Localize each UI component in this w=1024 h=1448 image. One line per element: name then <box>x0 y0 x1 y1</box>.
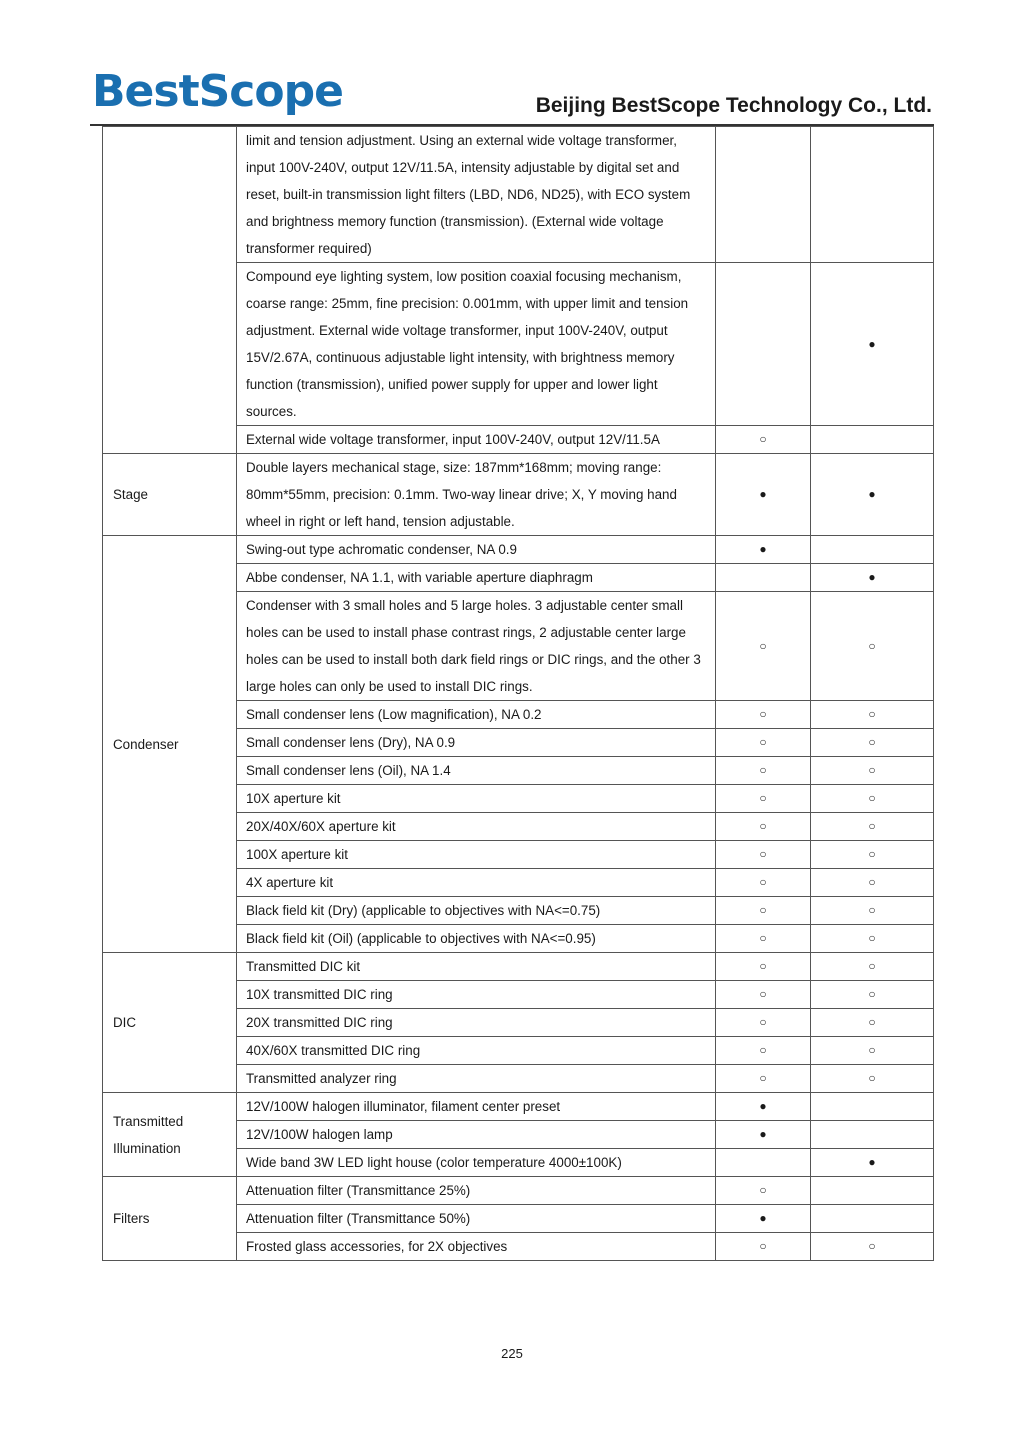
description-cell: 20X/40X/60X aperture kit <box>237 813 716 841</box>
model-a-mark: ○ <box>716 592 811 701</box>
model-a-mark <box>716 127 811 263</box>
description-cell: 4X aperture kit <box>237 869 716 897</box>
model-b-mark: ○ <box>811 841 934 869</box>
company-logo: BestScope <box>92 66 343 117</box>
model-a-mark: ○ <box>716 729 811 757</box>
table-row <box>103 127 934 263</box>
description-cell: Small condenser lens (Oil), NA 1.4 <box>237 757 716 785</box>
description-cell: Abbe condenser, NA 1.1, with variable aperture diaphragm <box>237 564 716 592</box>
model-b-mark: ○ <box>811 729 934 757</box>
model-a-mark: ○ <box>716 1009 811 1037</box>
table-row <box>103 1177 934 1205</box>
description-cell: Transmitted analyzer ring <box>237 1065 716 1093</box>
description-cell: 10X aperture kit <box>237 785 716 813</box>
specification-table-body <box>103 127 934 1261</box>
table-row <box>103 1093 934 1121</box>
description-cell: Transmitted DIC kit <box>237 953 716 981</box>
table-row <box>103 536 934 564</box>
model-a-mark: ● <box>716 1205 811 1233</box>
model-a-mark: ○ <box>716 701 811 729</box>
table-row <box>103 953 934 981</box>
description-cell: Small condenser lens (Low magnification), NA 0.2 <box>237 701 716 729</box>
model-a-mark: ○ <box>716 426 811 454</box>
model-a-mark: ● <box>716 1121 811 1149</box>
model-a-mark: ○ <box>716 813 811 841</box>
category-cell <box>103 127 237 454</box>
model-b-mark: ○ <box>811 897 934 925</box>
description-cell: 12V/100W halogen illuminator, filament center preset <box>237 1093 716 1121</box>
description-cell: Black field kit (Oil) (applicable to objectives with NA<=0.95) <box>237 925 716 953</box>
model-a-mark: ○ <box>716 841 811 869</box>
model-b-mark: ○ <box>811 1065 934 1093</box>
model-b-mark: ○ <box>811 953 934 981</box>
model-a-mark: ● <box>716 1093 811 1121</box>
model-b-mark: ● <box>811 1149 934 1177</box>
model-b-mark: ○ <box>811 785 934 813</box>
model-a-mark: ○ <box>716 953 811 981</box>
description-cell: Black field kit (Dry) (applicable to objectives with NA<=0.75) <box>237 897 716 925</box>
model-b-mark: ● <box>811 564 934 592</box>
model-b-mark: ○ <box>811 701 934 729</box>
description-cell: 40X/60X transmitted DIC ring <box>237 1037 716 1065</box>
description-cell: Condenser with 3 small holes and 5 large holes. 3 adjustable center small holes can be used to install phase contrast rings, 2 adjustable center large holes can be used to install both dark field rings or DIC rings, and the other 3 large holes can only be used to install DIC rings. <box>237 592 716 701</box>
model-b-mark: ● <box>811 454 934 536</box>
description-cell: 10X transmitted DIC ring <box>237 981 716 1009</box>
description-cell: Frosted glass accessories, for 2X objectives <box>237 1233 716 1261</box>
model-a-mark <box>716 263 811 426</box>
model-b-mark <box>811 536 934 564</box>
description-cell: External wide voltage transformer, input 100V-240V, output 12V/11.5A <box>237 426 716 454</box>
model-b-mark: ○ <box>811 1009 934 1037</box>
model-b-mark <box>811 426 934 454</box>
model-b-mark <box>811 1177 934 1205</box>
model-b-mark: ○ <box>811 813 934 841</box>
table-row <box>103 454 934 536</box>
description-cell: Swing-out type achromatic condenser, NA 0.9 <box>237 536 716 564</box>
model-b-mark <box>811 1205 934 1233</box>
model-b-mark <box>811 1093 934 1121</box>
model-b-mark: ○ <box>811 925 934 953</box>
model-b-mark: ○ <box>811 981 934 1009</box>
category-cell: DIC <box>103 953 237 1093</box>
model-b-mark: ○ <box>811 592 934 701</box>
description-cell: Double layers mechanical stage, size: 187mm*168mm; moving range: 80mm*55mm, precision: 0.1mm. Two-way linear drive; X, Y moving hand wheel in right or left hand, tension adjustable. <box>237 454 716 536</box>
model-a-mark: ○ <box>716 925 811 953</box>
description-cell: Small condenser lens (Dry), NA 0.9 <box>237 729 716 757</box>
description-cell: 100X aperture kit <box>237 841 716 869</box>
model-a-mark: ○ <box>716 1037 811 1065</box>
model-b-mark: ○ <box>811 1233 934 1261</box>
model-b-mark <box>811 127 934 263</box>
model-a-mark: ○ <box>716 757 811 785</box>
category-cell: Stage <box>103 454 237 536</box>
model-a-mark: ○ <box>716 1177 811 1205</box>
model-a-mark: ○ <box>716 897 811 925</box>
description-cell: Wide band 3W LED light house (color temperature 4000±100K) <box>237 1149 716 1177</box>
description-cell: limit and tension adjustment. Using an external wide voltage transformer, input 100V-240V, output 12V/11.5A, intensity adjustable by digital set and reset, built-in transmission light filters (LBD, ND6, ND25), with ECO system and brightness memory function (transmission). (External wide voltage transformer required) <box>237 127 716 263</box>
model-a-mark <box>716 1149 811 1177</box>
category-cell: Condenser <box>103 536 237 953</box>
model-a-mark: ● <box>716 454 811 536</box>
model-a-mark <box>716 564 811 592</box>
description-cell: Attenuation filter (Transmittance 25%) <box>237 1177 716 1205</box>
description-cell: Attenuation filter (Transmittance 50%) <box>237 1205 716 1233</box>
company-name: Beijing BestScope Technology Co., Ltd. <box>535 94 932 117</box>
model-b-mark: ○ <box>811 757 934 785</box>
model-b-mark <box>811 1121 934 1149</box>
model-b-mark: ○ <box>811 1037 934 1065</box>
description-cell: 12V/100W halogen lamp <box>237 1121 716 1149</box>
description-cell: Compound eye lighting system, low position coaxial focusing mechanism, coarse range: 25mm, fine precision: 0.001mm, with upper limit and tension adjustment. External wide voltage transformer, input 100V-240V, output 15V/2.67A, continuous adjustable light intensity, with brightness memory function (transmission), unified power supply for upper and lower light sources. <box>237 263 716 426</box>
model-a-mark: ○ <box>716 1065 811 1093</box>
model-a-mark: ○ <box>716 869 811 897</box>
description-cell: 20X transmitted DIC ring <box>237 1009 716 1037</box>
model-a-mark: ● <box>716 536 811 564</box>
model-a-mark: ○ <box>716 785 811 813</box>
model-a-mark: ○ <box>716 981 811 1009</box>
specification-table <box>102 126 934 1261</box>
model-b-mark: ○ <box>811 869 934 897</box>
category-cell: Transmitted Illumination <box>103 1093 237 1177</box>
page-number: 225 <box>501 1346 523 1361</box>
model-a-mark: ○ <box>716 1233 811 1261</box>
model-b-mark: ● <box>811 263 934 426</box>
category-cell: Filters <box>103 1177 237 1261</box>
